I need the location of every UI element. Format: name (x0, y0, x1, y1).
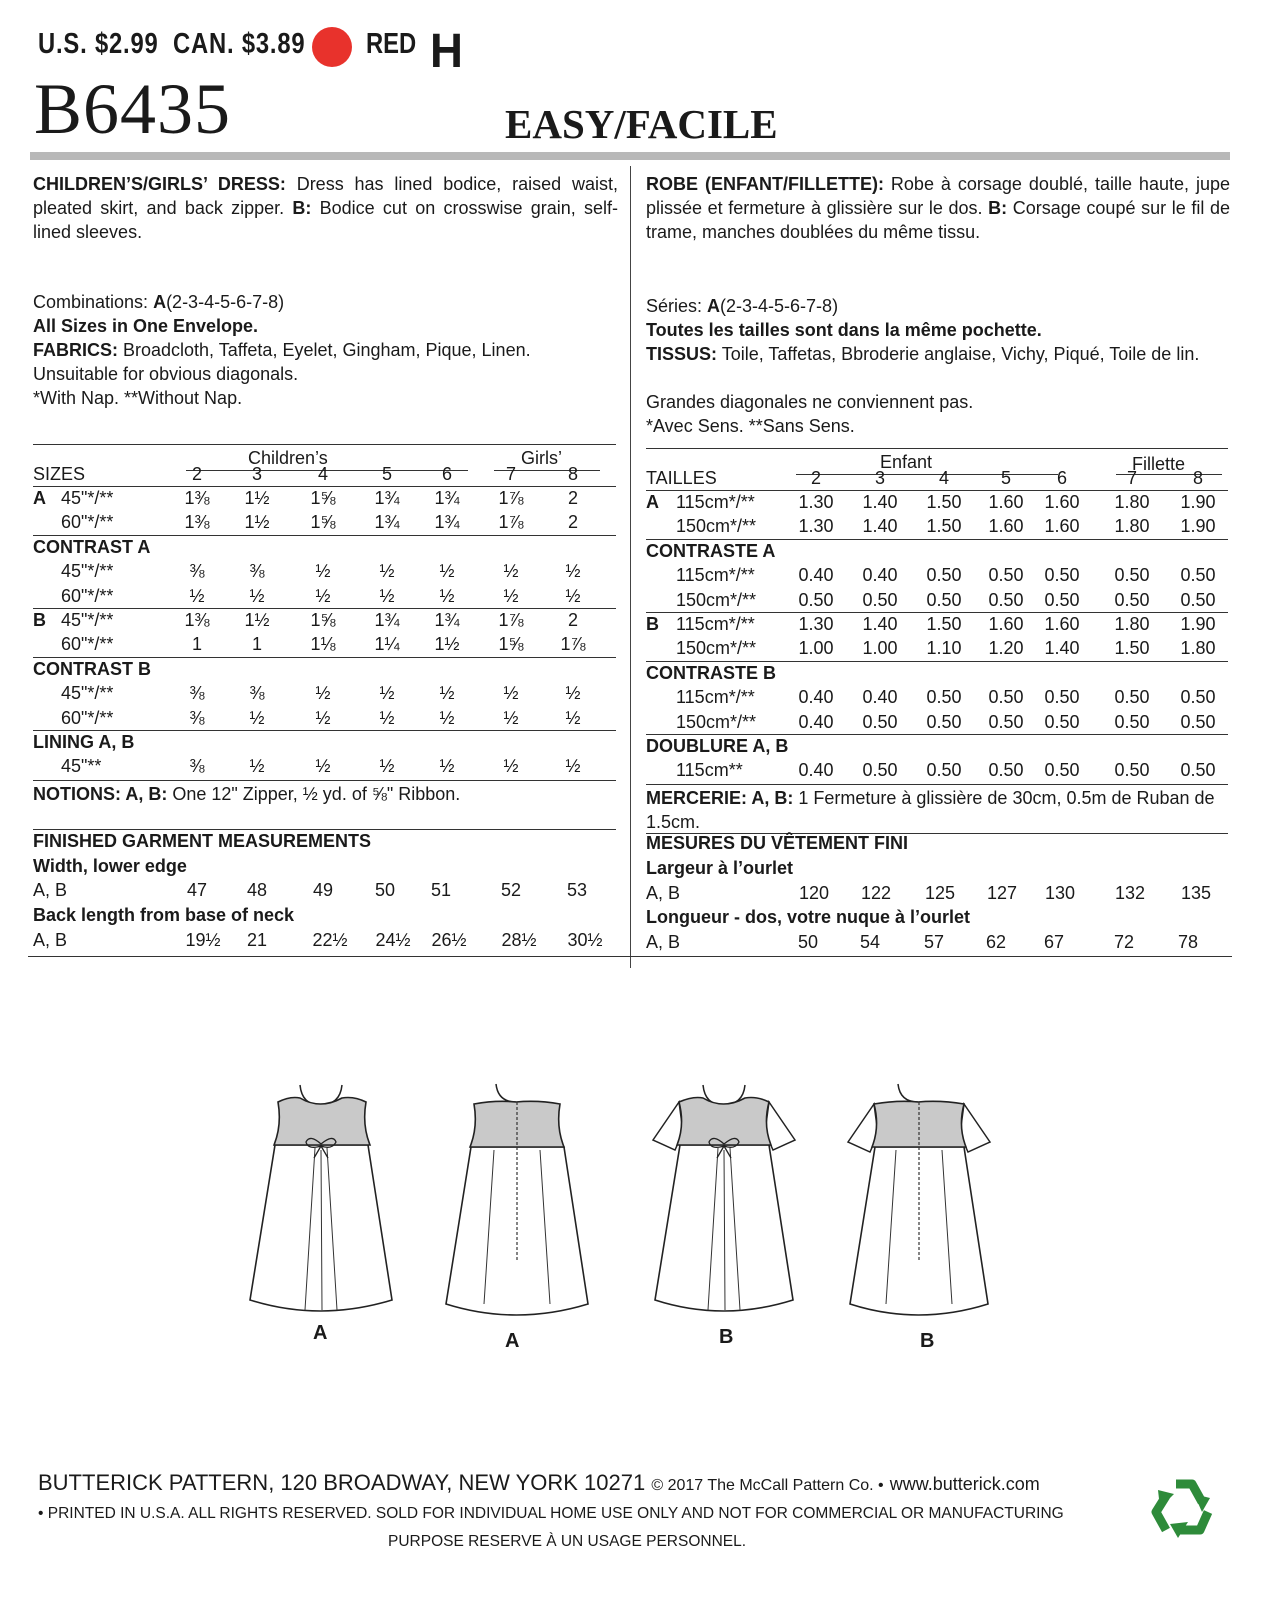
yardage-value: ½ (503, 707, 519, 728)
size-8: 8 (1192, 468, 1204, 488)
fabric-width: 45"*/** (61, 488, 114, 508)
measure-value: 135 (1180, 883, 1212, 903)
yardage-value: 1.90 (1180, 492, 1216, 512)
yardage-value: 1.80 (1114, 614, 1150, 634)
measure-value: 67 (1043, 932, 1065, 952)
yardage-value: 1.40 (862, 492, 898, 512)
yardage-value: ½ (565, 683, 581, 704)
view-a-back (446, 1084, 588, 1315)
view-letter: A (33, 488, 46, 508)
yardage-value: ½ (439, 585, 455, 606)
back-length-label: Back length from base of neck (33, 905, 295, 925)
yardage-value: 1¾ (434, 610, 460, 630)
sizes-label: TAILLES (646, 468, 717, 488)
yardage-value: ½ (565, 707, 581, 728)
section-heading (33, 730, 618, 754)
table-row (33, 584, 618, 608)
yardage-value: 1⅜ (184, 512, 210, 533)
measure-value: 72 (1113, 932, 1135, 952)
yardage-value: 0.50 (862, 711, 898, 732)
description: CHILDREN’S/GIRLS’ DRESS: Dress has lined bodice, raised waist, pleated skirt, and back zipper. B: Bodice cut on crosswise grain, self-lined sleeves. (33, 174, 619, 242)
fabric-width: 45"*/** (61, 683, 114, 704)
measure-value: 50 (797, 932, 819, 952)
table-row (646, 588, 1230, 612)
views-label: A, B (33, 880, 68, 900)
yardage-value: 1 (251, 634, 263, 655)
view-label-b-front: B (719, 1326, 734, 1348)
view-b-front (653, 1085, 795, 1311)
measure-row (33, 878, 618, 902)
measure-value: 51 (430, 880, 452, 900)
dress-views (230, 1070, 1030, 1370)
table-row (646, 710, 1230, 734)
yardage-value: 1.00 (862, 638, 898, 659)
yardage-value: 1.50 (926, 516, 962, 537)
yardage-value: 0.50 (862, 589, 898, 610)
section-heading-label: CONTRASTE A (646, 540, 776, 561)
all-sizes-note: Toutes les tailles sont dans la même pochette. (646, 320, 1042, 340)
header-rule (30, 152, 1230, 160)
yardage-value: 0.50 (862, 760, 898, 781)
group-childrens: Children’s (248, 448, 328, 468)
measure-value: 30½ (567, 930, 603, 950)
yardage-value: ½ (503, 756, 519, 777)
yardage-value: 1⅞ (498, 488, 524, 508)
yardage-value: ½ (379, 585, 395, 606)
yardage-value: 1.30 (798, 492, 834, 512)
measure-value: 47 (186, 880, 208, 900)
yardage-value: 1½ (244, 610, 270, 630)
measure-value: 48 (246, 880, 268, 900)
views-label: A, B (646, 883, 681, 903)
table-bottom-rule (33, 780, 616, 781)
measure-row (646, 930, 1230, 954)
section-heading (646, 734, 1230, 758)
color-label: RED (366, 28, 417, 60)
yardage-value: 1.60 (1044, 492, 1080, 512)
yardage-value: 0.50 (988, 565, 1024, 586)
recycle-icon (1150, 1476, 1222, 1540)
yardage-value: ⅜ (189, 561, 205, 582)
view-a-front (250, 1085, 392, 1311)
section-heading (646, 539, 1230, 563)
yardage-value: 0.50 (926, 760, 962, 781)
column-divider (630, 166, 631, 968)
view-label-b-back: B (920, 1330, 935, 1352)
table-row (646, 490, 1230, 514)
yardage-value: 0.50 (1180, 589, 1216, 610)
yardage-value: 1¾ (374, 488, 400, 508)
combinations: Combinations: A(2-3-4-5-6-7-8) (33, 292, 285, 312)
measure-value: 50 (374, 880, 396, 900)
view-letter: B (33, 610, 46, 630)
section-heading (33, 657, 618, 681)
fabrics: FABRICS: Broadcloth, Taffeta, Eyelet, Gingham, Pique, Linen. (33, 340, 531, 360)
yardage-value: 1.60 (988, 516, 1024, 537)
yardage-value: 0.40 (798, 687, 834, 708)
yardage-value: 1¾ (434, 488, 460, 508)
size-5: 5 (381, 464, 393, 484)
yardage-value: ½ (315, 756, 331, 777)
yardage-value: 1.80 (1114, 492, 1150, 512)
yardage-value: 1½ (244, 512, 270, 533)
measure-value: 26½ (431, 930, 467, 950)
yardage-value: ½ (439, 683, 455, 704)
yardage-value: 2 (567, 512, 579, 533)
table-top-rule (33, 444, 616, 445)
width-label: Largeur à l’ourlet (646, 858, 794, 878)
description: ROBE (ENFANT/FILLETTE): Robe à corsage doublé, taille haute, jupe plissée et fermeture à glissière sur le dos. B: Corsage coupé sur le fil de trame, manches doublées du même tissu. (646, 174, 1230, 242)
sizes-header-row (33, 462, 618, 486)
fabric-width: 115cm*/** (676, 565, 755, 586)
yardage-value: 0.50 (1044, 687, 1080, 708)
yardage-value: 1.90 (1180, 516, 1216, 537)
yardage-value: 1.40 (1044, 638, 1080, 659)
table-row (646, 612, 1230, 636)
measure-row (646, 881, 1230, 905)
yardage-value: 0.50 (988, 687, 1024, 708)
yardage-value: 1⅞ (498, 610, 524, 630)
yardage-value: ½ (249, 707, 265, 728)
yardage-value: ½ (189, 585, 205, 606)
sizes-header-row (646, 466, 1230, 490)
fabric-width: 150cm*/** (676, 638, 757, 659)
yardage-value: ½ (249, 585, 265, 606)
unsuitable-note: Grandes diagonales ne conviennent pas. (646, 392, 974, 412)
yardage-value: ½ (565, 561, 581, 582)
yardage-value: ½ (379, 683, 395, 704)
measure-value: 122 (860, 883, 892, 903)
yardage-value: 1¾ (374, 512, 400, 533)
group-fillette: Fillette (1132, 454, 1186, 474)
yardage-value: 1⅝ (310, 488, 336, 508)
table-row (646, 514, 1230, 538)
fabric-width: 150cm*/** (676, 711, 757, 732)
yardage-value: ½ (503, 561, 519, 582)
measure-value: 22½ (312, 930, 348, 950)
table-row (33, 608, 618, 632)
measure-value: 132 (1114, 883, 1146, 903)
yardage-value: ⅜ (189, 707, 205, 728)
yardage-value: ½ (315, 707, 331, 728)
yardage-value: 0.50 (1180, 565, 1216, 586)
yardage-value: 2 (567, 610, 579, 630)
back-length-label: Longueur - dos, votre nuque à l’ourlet (646, 907, 971, 927)
size-6: 6 (1056, 468, 1068, 488)
group-enfant: Enfant (880, 452, 933, 472)
yardage-value: 1⅞ (560, 634, 586, 655)
yardage-value: 1.60 (988, 614, 1024, 634)
fabrics: TISSUS: Toile, Taffetas, Bbroderie anglaise, Vichy, Piqué, Toile de lin. (646, 344, 1200, 364)
yardage-value: 1½ (434, 634, 460, 655)
yardage-table (33, 462, 618, 782)
yardage-value: 1.50 (926, 614, 962, 634)
yardage-value: 1.30 (798, 614, 834, 634)
fabric-width: 150cm*/** (676, 589, 757, 610)
footer-printed: • PRINTED IN U.S.A. ALL RIGHTS RESERVED. SOLD FOR INDIVIDUAL HOME USE ONLY AND NOT FOR COMMERCIAL OR MANUFACTURING (38, 1505, 1064, 1522)
view-label-a-back: A (505, 1330, 520, 1352)
yardage-value: 1.10 (926, 638, 962, 659)
table-row (646, 685, 1230, 709)
fabric-width: 45"** (61, 756, 102, 777)
us-price: U.S. $2.99 (38, 28, 159, 60)
size-7: 7 (505, 464, 517, 484)
section-heading (33, 535, 618, 559)
measure-value: 54 (859, 932, 881, 952)
yardage-value: ½ (379, 707, 395, 728)
yardage-value: ½ (503, 585, 519, 606)
yardage-value: 1.60 (1044, 614, 1080, 634)
yardage-value: 1¾ (374, 610, 400, 630)
yardage-value: 0.40 (862, 565, 898, 586)
size-4: 4 (317, 464, 329, 484)
finished-title: FINISHED GARMENT MEASUREMENTS (33, 831, 372, 851)
view-b-back (848, 1084, 990, 1315)
fabric-width: 150cm*/** (676, 516, 757, 537)
views-label: A, B (33, 930, 68, 950)
yardage-value: 1.30 (798, 516, 834, 537)
yardage-value: 1.40 (862, 516, 898, 537)
yardage-value: 2 (567, 488, 579, 508)
yardage-value: 0.50 (988, 589, 1024, 610)
measure-value: 127 (986, 883, 1018, 903)
view-label-a-front: A (313, 1322, 328, 1344)
back-length-row (33, 928, 618, 952)
table-row (33, 510, 618, 534)
nap-note: *With Nap. **Without Nap. (33, 388, 243, 408)
measure-value: 21 (246, 930, 268, 950)
yardage-value: 0.40 (862, 687, 898, 708)
envelope-letter: H (430, 25, 463, 78)
measure-value: 125 (924, 883, 956, 903)
yardage-value: 1⅝ (310, 512, 336, 533)
table-row (33, 486, 618, 510)
yardage-value: 1.90 (1180, 614, 1216, 634)
yardage-value: 1.00 (798, 638, 834, 659)
width-row (33, 878, 618, 902)
measure-value: 19½ (185, 930, 221, 950)
measure-value: 49 (312, 880, 334, 900)
measure-value: 57 (923, 932, 945, 952)
finished-title: MESURES DU VÊTEMENT FINI (646, 833, 909, 853)
notions: MERCERIE: A, B: 1 Fermeture à glissière de 30cm, 0.5m de Ruban de 1.5cm. (646, 788, 1215, 832)
section-heading-label: LINING A, B (33, 732, 135, 752)
yardage-value: 0.50 (1044, 760, 1080, 781)
measure-row (33, 928, 618, 952)
yardage-value: ½ (565, 585, 581, 606)
yardage-value: 0.40 (798, 760, 834, 781)
yardage-value: 0.50 (1114, 589, 1150, 610)
table-row (33, 632, 618, 656)
yardage-value: 1⅝ (310, 610, 336, 630)
difficulty-label: EASY/FACILE (505, 101, 778, 147)
fabric-width: 45"*/** (61, 610, 114, 630)
measure-value: 120 (798, 883, 830, 903)
yardage-value: 0.50 (1114, 711, 1150, 732)
section-heading-label: CONTRAST A (33, 536, 151, 557)
unsuitable-note: Unsuitable for obvious diagonals. (33, 364, 299, 384)
table-row (33, 754, 618, 778)
measure-value: 52 (500, 880, 522, 900)
yardage-value: 1.40 (862, 614, 898, 634)
yardage-value: 1⅛ (310, 634, 336, 655)
yardage-value: 1½ (244, 488, 270, 508)
yardage-value: 1.50 (926, 492, 962, 512)
sizes-label: SIZES (33, 464, 86, 484)
fabric-width: 60"*/** (61, 512, 114, 533)
measure-value: 62 (985, 932, 1007, 952)
section-heading-label: DOUBLURE A, B (646, 736, 789, 756)
yardage-value: 1⅜ (184, 488, 210, 508)
yardage-value: ½ (315, 585, 331, 606)
metrage-table (646, 466, 1230, 786)
yardage-value: 0.40 (798, 711, 834, 732)
yardage-value: 0.50 (1114, 760, 1150, 781)
yardage-value: 0.50 (1180, 760, 1216, 781)
measure-value: 78 (1177, 932, 1199, 952)
table-row (646, 758, 1230, 782)
yardage-value: ⅜ (189, 756, 205, 777)
yardage-value: 0.50 (988, 711, 1024, 732)
size-3: 3 (251, 464, 263, 484)
size-6: 6 (441, 464, 453, 484)
yardage-value: 0.50 (1044, 589, 1080, 610)
fabric-width: 115cm*/** (676, 492, 755, 512)
size-4: 4 (938, 468, 950, 488)
fabric-width: 60"*/** (61, 585, 114, 606)
size-7: 7 (1126, 468, 1138, 488)
yardage-value: ½ (439, 756, 455, 777)
size-2: 2 (191, 464, 203, 484)
yardage-value: ⅜ (249, 683, 265, 704)
yardage-value: 0.50 (926, 589, 962, 610)
yardage-value: ½ (379, 561, 395, 582)
yardage-value: 0.50 (988, 760, 1024, 781)
yardage-value: ½ (315, 561, 331, 582)
yardage-value: ⅜ (189, 683, 205, 704)
yardage-value: ½ (315, 683, 331, 704)
section-heading-label: CONTRASTE B (646, 662, 776, 683)
yardage-value: 0.50 (798, 589, 834, 610)
table-bottom-rule (646, 784, 1228, 785)
size-3: 3 (874, 468, 886, 488)
view-letter: A (646, 492, 659, 512)
yardage-value: 1.20 (988, 638, 1024, 659)
fabric-width: 45"*/** (61, 561, 114, 582)
yardage-value: 1⅜ (184, 610, 210, 630)
view-letter: B (646, 614, 659, 634)
yardage-value: ½ (249, 756, 265, 777)
yardage-value: 0.50 (1044, 565, 1080, 586)
views-label: A, B (646, 932, 681, 952)
yardage-value: ½ (503, 683, 519, 704)
measure-value: 28½ (501, 930, 537, 950)
group-girls: Girls’ (521, 448, 562, 468)
fabric-width: 115cm*/** (676, 614, 755, 634)
yardage-value: ½ (379, 756, 395, 777)
yardage-value: 1.60 (1044, 516, 1080, 537)
combinations: Séries: A(2-3-4-5-6-7-8) (646, 296, 839, 316)
size-5: 5 (1000, 468, 1012, 488)
section-heading-label: CONTRAST B (33, 658, 151, 679)
yardage-value: 1.80 (1180, 638, 1216, 659)
fabric-width: 60"*/** (61, 634, 114, 655)
yardage-value: ⅜ (249, 561, 265, 582)
yardage-value: 1¼ (374, 634, 400, 655)
pattern-number: B6435 (34, 69, 232, 149)
yardage-value: 0.50 (926, 711, 962, 732)
fabric-width: 115cm*/** (676, 687, 755, 708)
fabric-width: 60"*/** (61, 707, 114, 728)
red-color-dot (312, 27, 352, 67)
yardage-value: 1¾ (434, 512, 460, 533)
table-row (646, 636, 1230, 660)
yardage-value: 0.50 (1180, 687, 1216, 708)
yardage-value: ½ (565, 756, 581, 777)
yardage-value: 0.50 (1044, 711, 1080, 732)
table-row (33, 681, 618, 705)
table-row (33, 706, 618, 730)
yardage-value: ½ (439, 561, 455, 582)
yardage-value: ½ (439, 707, 455, 728)
footer-address: BUTTERICK PATTERN, 120 BROADWAY, NEW YORK 10271 © 2017 The McCall Pattern Co. • www.butterick.com (38, 1470, 1040, 1495)
table-row (646, 563, 1230, 587)
yardage-value: 1⅞ (498, 512, 524, 533)
width-label: Width, lower edge (33, 856, 187, 876)
footer-purpose: PURPOSE RESERVE À UN USAGE PERSONNEL. (388, 1533, 747, 1550)
table-top-rule (646, 448, 1228, 449)
yardage-value: 1 (191, 634, 203, 655)
yardage-value: 1⅝ (498, 634, 524, 655)
table-row (33, 559, 618, 583)
measure-value: 130 (1044, 883, 1076, 903)
yardage-value: 1.80 (1114, 516, 1150, 537)
yardage-value: 0.40 (798, 565, 834, 586)
yardage-value: 1.50 (1114, 638, 1150, 659)
can-price: CAN. $3.89 (173, 28, 306, 60)
yardage-value: 0.50 (926, 687, 962, 708)
yardage-value: 0.50 (926, 565, 962, 586)
back-length-row (646, 930, 1230, 954)
measure-value: 53 (566, 880, 588, 900)
section-heading (646, 661, 1230, 685)
measure-value: 24½ (375, 930, 411, 950)
yardage-value: 0.50 (1114, 687, 1150, 708)
size-8: 8 (567, 464, 579, 484)
width-row (646, 881, 1230, 905)
all-sizes-note: All Sizes in One Envelope. (33, 316, 259, 336)
fabric-width: 115cm** (676, 760, 743, 781)
measurements-bottom-rule (28, 956, 1232, 957)
yardage-value: 1.60 (988, 492, 1024, 512)
yardage-value: 0.50 (1180, 711, 1216, 732)
size-2: 2 (810, 468, 822, 488)
yardage-value: 0.50 (1114, 565, 1150, 586)
nap-note: *Avec Sens. **Sans Sens. (646, 416, 855, 436)
notions: NOTIONS: A, B: One 12" Zipper, ½ yd. of ⅝" Ribbon. (33, 784, 461, 804)
